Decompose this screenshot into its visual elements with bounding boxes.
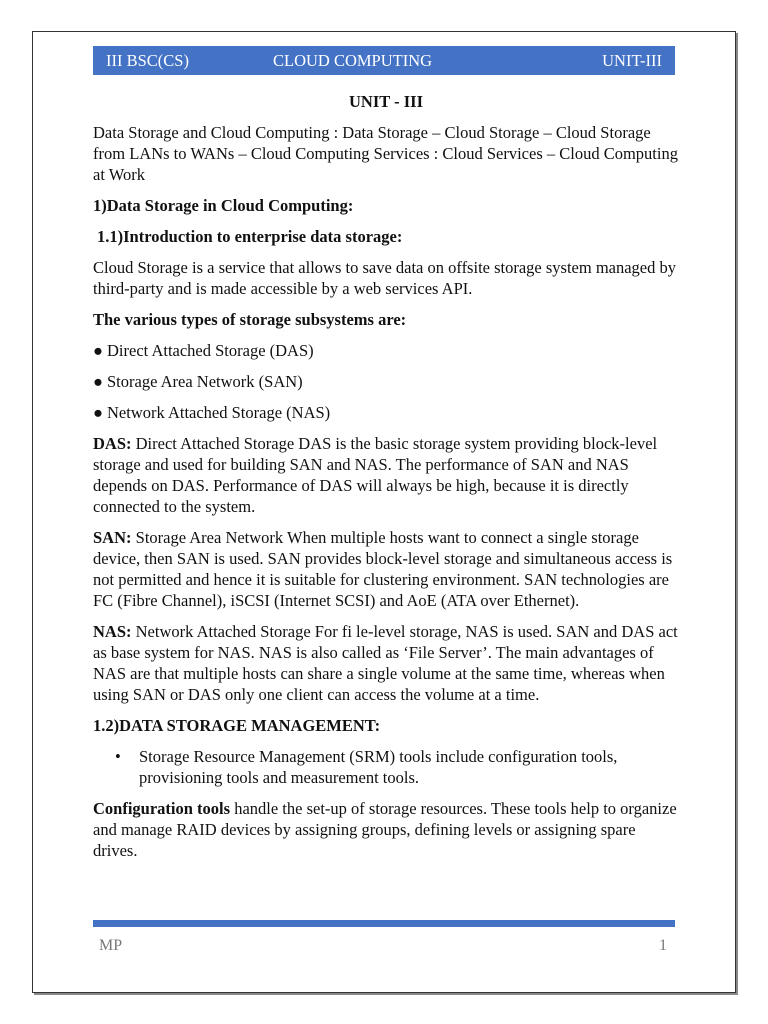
bullet-icon: ● <box>93 372 103 391</box>
san-paragraph <box>93 527 679 611</box>
section-1-1-heading: 1.1)Introduction to enterprise data storage: <box>97 227 403 246</box>
page-title: UNIT - III <box>349 92 423 111</box>
list-item <box>93 746 679 788</box>
config-text: handle the set-up of storage resources. These tools help to organize and manage RAID devices by assigning groups, defining levels or assigning spare drives. <box>93 799 677 860</box>
nas-paragraph <box>93 621 679 705</box>
das-label: DAS: <box>93 434 132 453</box>
list-item-text: Network Attached Storage (NAS) <box>107 403 331 422</box>
config-label: Configuration tools <box>93 799 231 818</box>
das-paragraph <box>93 433 679 517</box>
footer-author: MP <box>99 937 123 954</box>
san-text: Storage Area Network When multiple hosts want to connect a single storage device, then SAN is used. SAN provides block-level storage and simultaneous access is not permitted and hence it is suitable for clustering environment. SAN technologies are FC (Fibre Channel), iSCSI (Internet SCSI) and AoE (ATA over Ethernet). <box>93 528 673 610</box>
san-label: SAN: <box>93 528 132 547</box>
bullet-icon: ● <box>93 403 103 422</box>
srm-text: Storage Resource Management (SRM) tools include configuration tools, provisioning tools and measurement tools. <box>139 747 618 787</box>
intro-paragraph: Data Storage and Cloud Computing : Data Storage – Cloud Storage – Cloud Storage from LANs to WANs – Cloud Computing Services : Cloud Services – Cloud Computing at Work <box>93 123 678 184</box>
list-item <box>93 402 679 423</box>
bullet-icon: • <box>115 747 121 766</box>
page-number: 1 <box>659 937 667 954</box>
header-course: III BSC(CS) <box>106 51 189 70</box>
list-item-text: Direct Attached Storage (DAS) <box>107 341 314 360</box>
header-subject: CLOUD COMPUTING <box>273 51 433 70</box>
list-item <box>93 340 679 361</box>
section-1-2-heading: 1.2)DATA STORAGE MANAGEMENT: <box>93 716 381 735</box>
bullet-icon: ● <box>93 341 103 360</box>
nas-text: Network Attached Storage For fi le-level storage, NAS is used. SAN and DAS act as base system for NAS. NAS is also called as ‘File Server’. The main advantages of NAS are that multiple hosts can share a single volume at the same time, whereas when using SAN or DAS only one client can access the volume at a time. <box>93 622 678 704</box>
header-bar <box>93 46 675 75</box>
das-text: Direct Attached Storage DAS is the basic storage system providing block-level storage and used for building SAN and NAS. The performance of SAN and NAS depends on DAS. Performance of DAS will always be high, because it is directly connected to the system. <box>93 434 658 516</box>
types-heading: The various types of storage subsystems are: <box>93 310 407 329</box>
header-unit: UNIT-III <box>602 51 662 70</box>
list-item <box>93 371 679 392</box>
config-paragraph <box>93 798 679 861</box>
nas-label: NAS: <box>93 622 132 641</box>
list-item-text: Storage Area Network (SAN) <box>107 372 303 391</box>
cloud-storage-paragraph: Cloud Storage is a service that allows to save data on offsite storage system managed by third-party and is made accessible by a web services API. <box>93 258 677 298</box>
footer-bar <box>93 920 675 927</box>
section-1-heading: 1)Data Storage in Cloud Computing: <box>93 196 354 215</box>
document-content <box>93 91 679 871</box>
